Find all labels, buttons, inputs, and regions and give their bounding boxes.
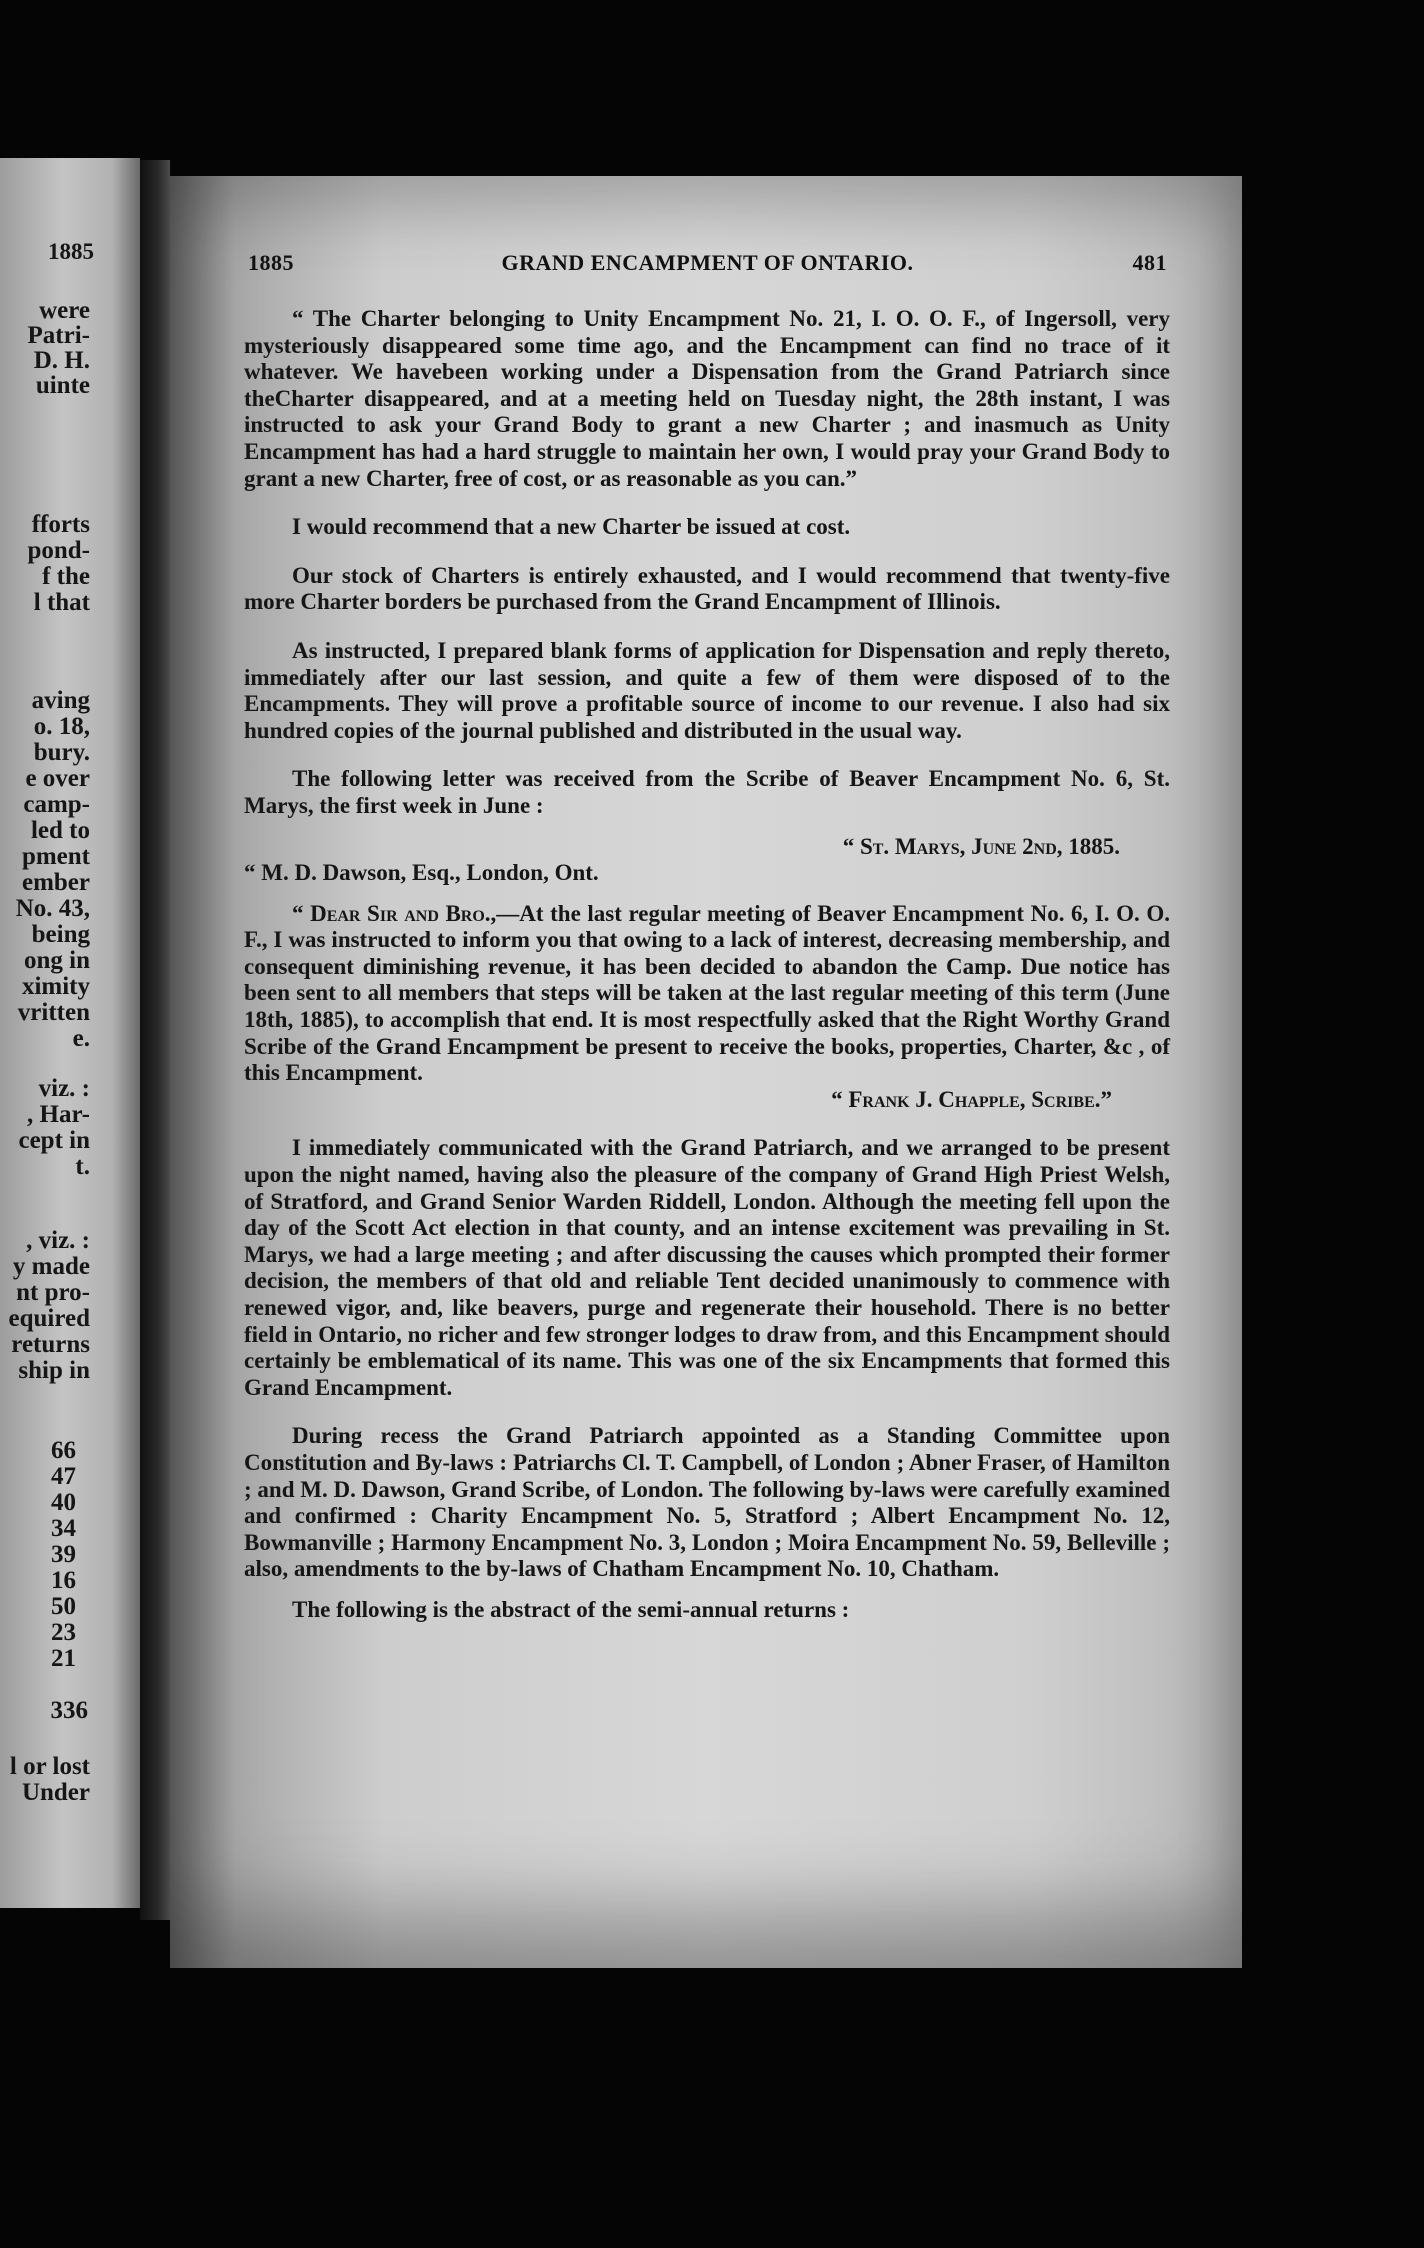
facing-line: 47 [51,1463,76,1490]
facing-line: pment [21,843,90,870]
book-page [170,176,1242,1968]
paragraph-standing-committee: During recess the Grand Patriarch appointed as a Standing Committee upon Constitution and By-laws : Patriarchs Cl. T. Campbell, of London ; Abner Fraser, of Hamilton ; and M. D. Dawson, Grand Scribe, of London. The following by-laws were carefully examined and confirmed : Charity Encampment No. 5, Stratford ; Albert Encampment No. 12, Bowmanville ; Harmony Encampment No. 3, London ; Moira Encampment No. 59, Belleville ; also, amendments to the by-laws of Chatham Encampment No. 10, Chatham. [244,1423,1170,1582]
paragraph-blank-forms: As instructed, I prepared blank forms of application for Dispensation and reply thereto, immediately after our last session, and quite a few of them were disposed of to the Encampments. They will prove a profitable source of income to our revenue. I also had six hundred copies of the journal published and distributed in the usual way. [244,637,1170,743]
facing-line: e. [72,1025,90,1052]
running-head [248,250,1167,282]
header-year: 1885 [248,250,294,275]
facing-line: t. [75,1153,90,1180]
facing-line: l or lost [9,1753,90,1780]
quoted-letter-unity: “ The Charter belonging to Unity Encampment No. 21, I. O. O. F., of Ingersoll, very mysteriously disappeared some time ago, and the Encampment can find no trace of it whatever. We havebeen working under a Dispensation from the Grand Patriarch since theCharter disappeared, and at a meeting held on Tuesday night, the 28th instant, I was instructed to ask your Grand Body to grant a new Charter ; and inasmuch as Unity Encampment has had a hard struggle to maintain her own, I would pray your Grand Body to grant a new Charter, free of cost, or as reasonable as you can.” [244,306,1170,491]
facing-line: f the [42,563,90,590]
facing-line: 23 [51,1619,76,1646]
letter-salutation: “ Dear Sir and Bro., [292,900,497,926]
letter-addressee: “ M. D. Dawson, Esq., London, Ont. [244,860,599,886]
letter-signature: “ Frank J. Chapple, Scribe.” [831,1086,1112,1112]
facing-line: were [39,297,90,324]
paragraph-stock-charters: Our stock of Charters is entirely exhausted, and I would recommend that twenty-five more Charter borders be purchased from the Grand Encampment of Illinois. [244,562,1170,615]
facing-line: , Har- [27,1101,90,1128]
facing-line: 50 [51,1593,76,1620]
facing-line: y made [12,1253,90,1280]
facing-page-fragment [0,158,140,1908]
facing-line: cept in [18,1127,90,1154]
facing-line: , viz. : [26,1227,90,1254]
facing-line: 336 [50,1697,88,1724]
facing-line: uinte [35,372,90,399]
facing-line: 16 [51,1567,76,1594]
page-number: 481 [1132,250,1167,275]
facing-line: 34 [51,1515,76,1542]
page-body [244,306,1170,1624]
header-title: GRAND ENCAMPMENT OF ONTARIO. [501,250,914,275]
facing-line: ember [21,869,90,896]
facing-line: o. 18, [33,713,90,740]
facing-line: led to [30,817,90,844]
facing-line: ximity [21,973,90,1000]
paragraph-letter-intro: The following letter was received from the Scribe of Beaver Encampment No. 6, St. Marys, the first week in June : [244,766,1170,818]
facing-line: bury. [33,739,90,766]
facing-line: Patri- [27,322,90,349]
facing-line: e over [25,765,90,792]
facing-line: equired [8,1305,90,1332]
facing-line: 66 [51,1437,76,1464]
facing-line: pond- [27,537,90,564]
letter-place-date: “ St. Marys, June 2nd, 1885. [842,833,1120,859]
paragraph-abstract-intro: The following is the abstract of the semi-annual returns : [292,1596,850,1622]
letter-body [244,901,1170,1087]
paragraph-recommend-charter: I would recommend that a new Charter be issued at cost. [292,514,851,540]
facing-line: ong in [23,947,90,974]
facing-line: camp- [23,791,90,818]
facing-line: 39 [51,1541,76,1568]
facing-line: 40 [51,1489,76,1516]
facing-line: D. H. [33,347,90,374]
facing-line: being [31,921,90,948]
facing-line: aving [31,687,90,714]
facing-line: No. 43, [15,895,90,922]
facing-line: l that [33,589,90,616]
facing-line: 21 [51,1645,76,1672]
facing-line: vritten [17,999,90,1026]
facing-line: returns [11,1331,90,1358]
facing-line: Under [21,1779,90,1806]
book-gutter [140,160,170,1920]
facing-line: fforts [31,511,90,538]
facing-line: viz. : [38,1075,90,1102]
facing-line: ship in [18,1357,90,1384]
letter-body-text: —At the last regular meeting of Beaver Encampment No. 6, I. O. O. F., I was instructed to inform you that owing to a lack of interest, decreasing membership, and consequent diminishing revenue, it has been decided to abandon the Camp. Due notice has been sent to all members that steps will be taken at the last regular meeting of this term (June 18th, 1885), to accomplish that end. It is most respectfully asked that the Right Worthy Grand Scribe of the Grand Encampment be present to receive the books, properties, Charter, &c , of this Encampment. [244,900,1171,1086]
facing-line: 1885 [48,239,94,264]
facing-line: nt pro- [16,1279,90,1306]
paragraph-st-marys-meeting: I immediately communicated with the Grand Patriarch, and we arranged to be present upon the night named, having also the pleasure of the company of Grand High Priest Welsh, of Stratford, and Grand Senior Warden Riddell, London. Although the meeting fell upon the day of the Scott Act election in that county, and an intense excitement was prevailing in St. Marys, we had a large meeting ; and after discussing the causes which prompted their former decision, the members of that old and reliable Tent decided unanimously to commence with renewed vigor, and, like beavers, purge and regenerate their household. There is no better field in Ontario, no richer and few stronger lodges to draw from, and this Encampment should certainly be emblematical of its name. This was one of the six Encampments that formed this Grand Encampment. [244,1135,1170,1400]
